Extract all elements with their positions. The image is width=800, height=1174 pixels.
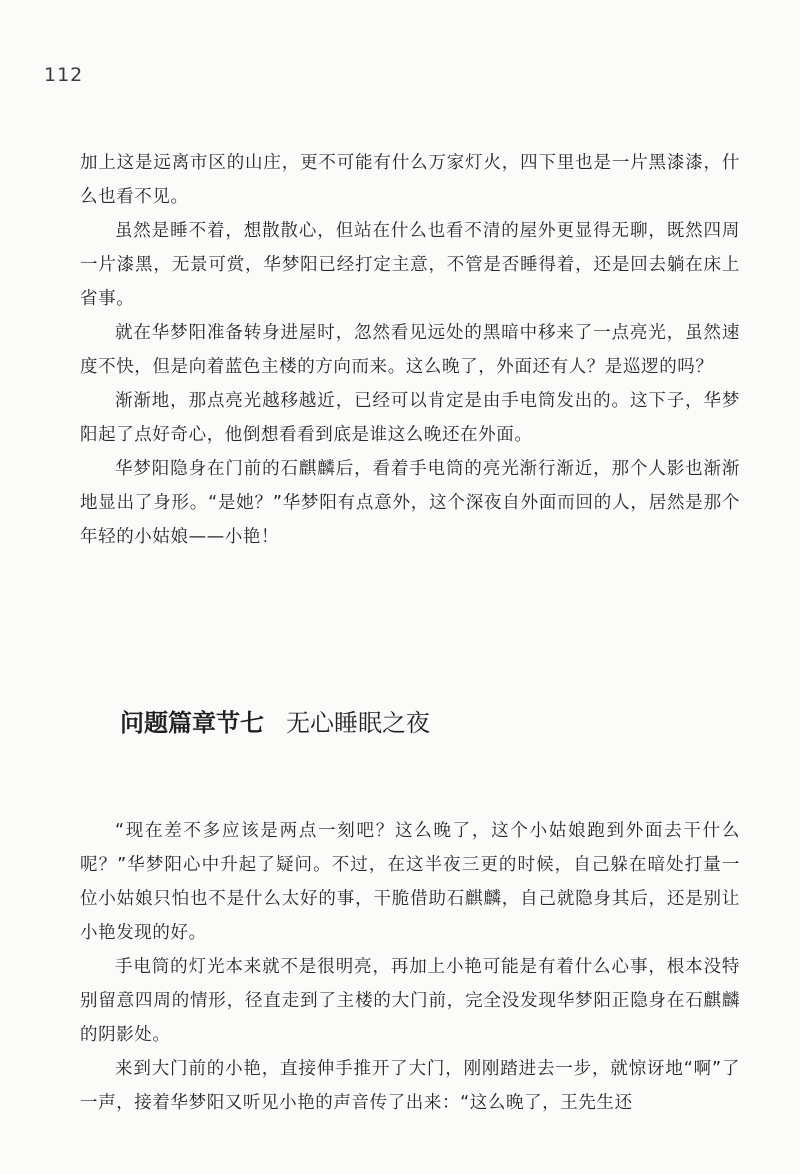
- paragraph: “现在差不多应该是两点一刻吧？这么晚了，这个小姑娘跑到外面去干什么呢？”华梦阳心中升起了疑问。不过，在这半夜三更的时候，自己躲在暗处打量一位小姑娘只怕也不是什么太好的事，干脆借助石麒麟，自己就隐身其后，还是别让小艳发现的好。: [80, 821, 740, 943]
- paragraph: 虽然是睡不着，想散散心，但站在什么也看不清的屋外更显得无聊，既然四周一片漆黑，无景可赏，华梦阳已经打定主意，不管是否睡得着，还是回去躺在床上省事。: [80, 221, 740, 309]
- text-block-lower: [80, 814, 740, 1120]
- text-block-upper: [80, 146, 740, 554]
- paragraph: 就在华梦阳准备转身进屋时，忽然看见远处的黑暗中移来了一点亮光，虽然速度不快，但是向着蓝色主楼的方向而来。这么晚了，外面还有人？是巡逻的吗？: [80, 323, 740, 377]
- paragraph: 来到大门前的小艳，直接伸手推开了大门，刚刚踏进去一步，就惊讶地“啊”了一声，接着华梦阳又听见小艳的声音传了出来：“这么晚了，王先生还: [80, 1059, 740, 1113]
- paragraph-continued: 加上这是远离市区的山庄，更不可能有什么万家灯火，四下里也是一片黑漆漆，什么也看不见。: [80, 153, 740, 207]
- page-number: 112: [44, 64, 84, 86]
- paragraph: 手电筒的灯光本来就不是很明亮，再加上小艳可能是有着什么心事，根本没特别留意四周的情形，径直走到了主楼的大门前，完全没发现华梦阳正隐身在石麒麟的阴影处。: [80, 957, 740, 1045]
- paragraph: 渐渐地，那点亮光越移越近，已经可以肯定是由手电筒发出的。这下子，华梦阳起了点好奇心，他倒想看看到底是谁这么晚还在外面。: [80, 391, 740, 445]
- section-title: 无心睡眠之夜: [286, 709, 430, 737]
- paragraph: 华梦阳隐身在门前的石麒麟后，看着手电筒的亮光渐行渐近，那个人影也渐渐地显出了身形。“是她？”华梦阳有点意外，这个深夜自外面而回的人，居然是那个年轻的小姑娘——小艳！: [80, 459, 740, 547]
- section-number: 问题篇章节七: [120, 709, 264, 737]
- section-heading: [120, 703, 430, 743]
